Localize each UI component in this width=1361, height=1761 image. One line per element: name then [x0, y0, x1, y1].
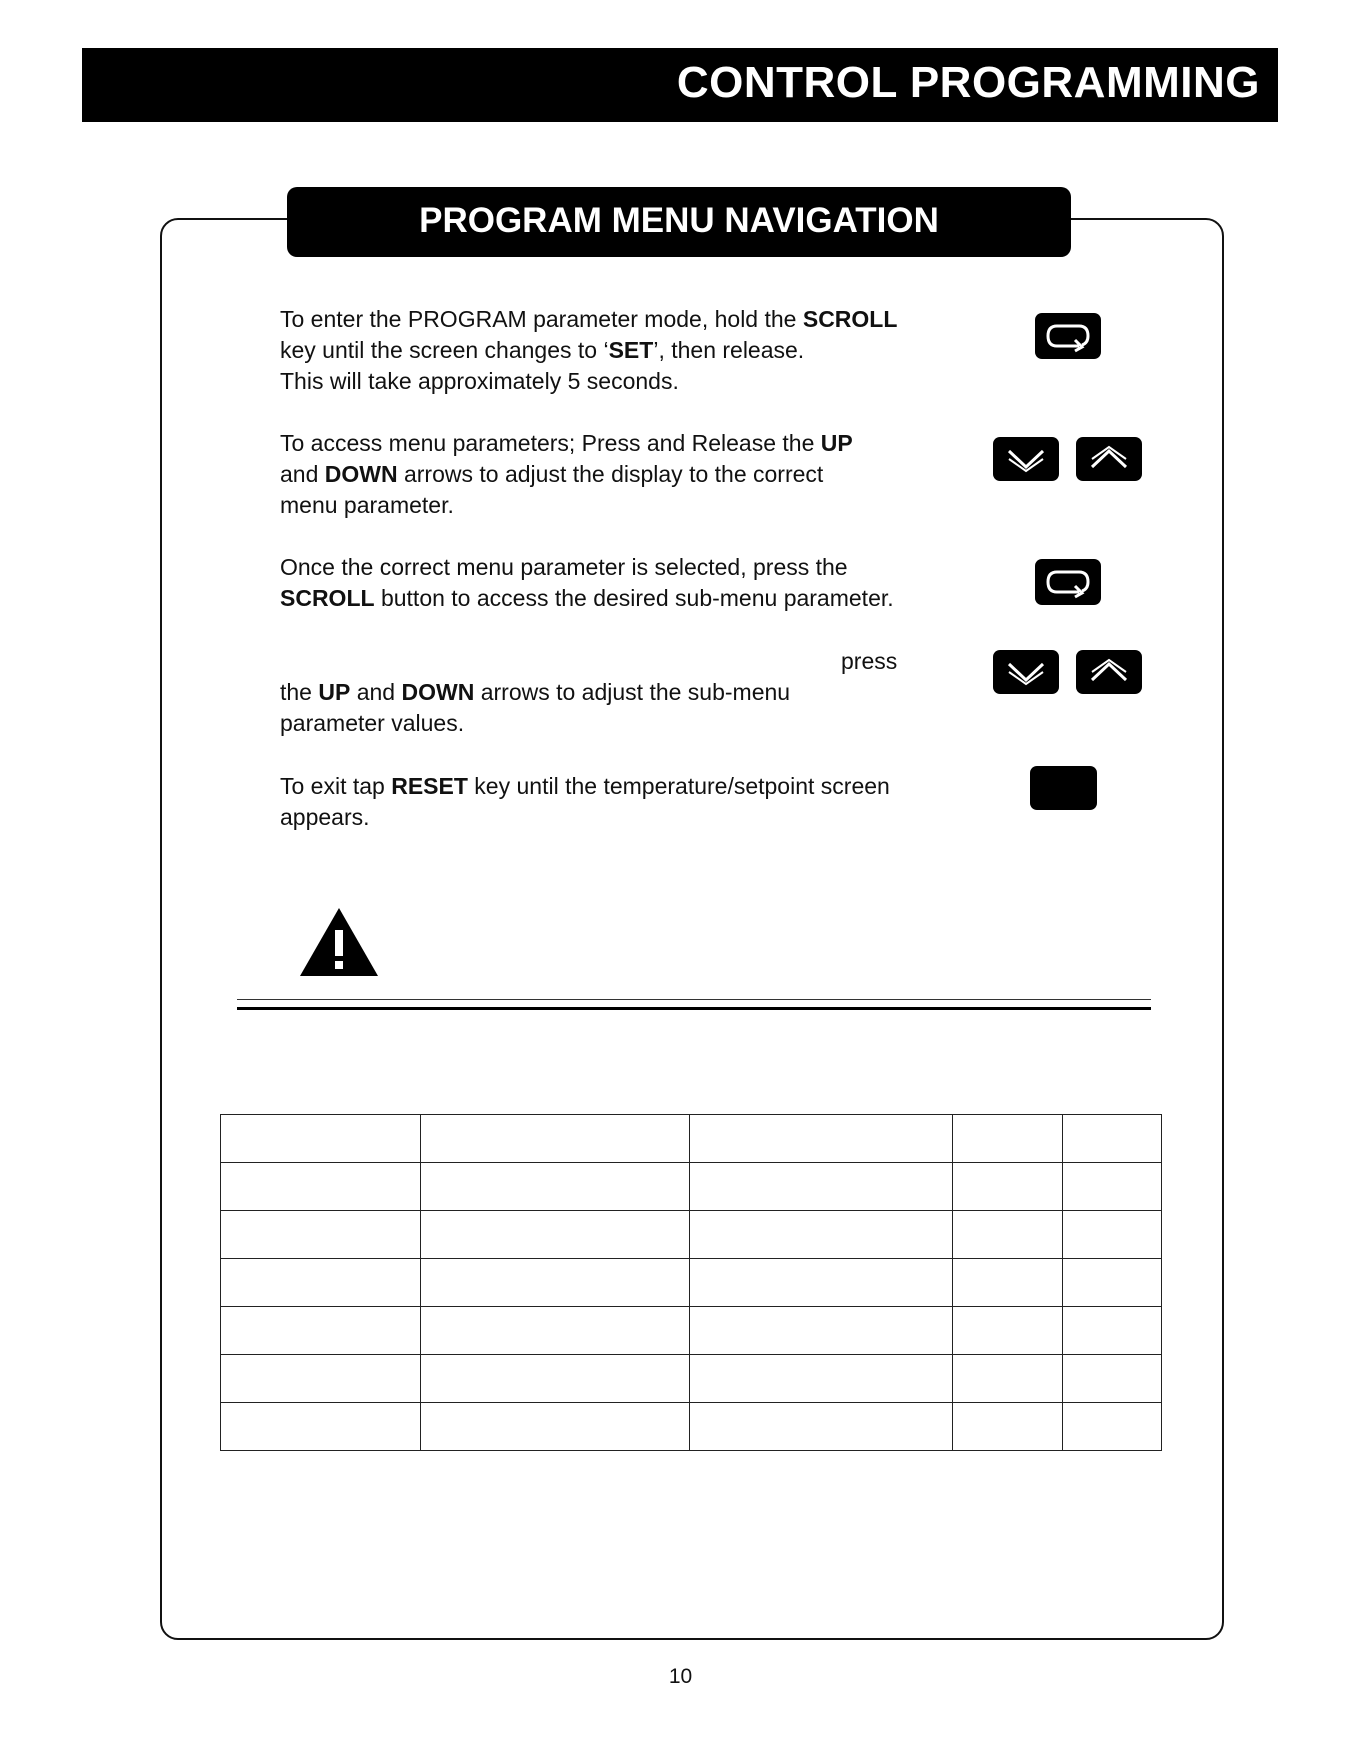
table-cell	[690, 1211, 953, 1259]
table-cell	[1063, 1403, 1162, 1451]
table-cell	[221, 1355, 421, 1403]
instruction-adjust-values: press the UP and DOWN arrows to adjust the sub-menu parameter values.	[280, 648, 898, 736]
panel-title-bar	[287, 187, 1071, 257]
table-cell	[221, 1307, 421, 1355]
table-cell	[221, 1211, 421, 1259]
parameter-table	[220, 1114, 1162, 1451]
scroll-key-icon	[1035, 559, 1101, 605]
table-cell	[421, 1163, 690, 1211]
table-cell	[953, 1403, 1063, 1451]
table-cell	[690, 1307, 953, 1355]
table-cell	[690, 1163, 953, 1211]
table-cell	[953, 1163, 1063, 1211]
table-cell	[221, 1259, 421, 1307]
table-cell	[421, 1115, 690, 1163]
table-cell	[221, 1403, 421, 1451]
table-row	[221, 1259, 1162, 1307]
scroll-key-icon	[1035, 313, 1101, 359]
table-cell	[1063, 1259, 1162, 1307]
instruction-select-submenu: Once the correct menu parameter is selected, press the SCROLL button to access the desired sub-menu parameter.	[280, 554, 894, 611]
instruction-exit: To exit tap RESET key until the temperature/setpoint screen appears.	[280, 773, 890, 830]
reset-key-icon	[1030, 766, 1097, 810]
table-cell	[1063, 1163, 1162, 1211]
table-cell	[953, 1307, 1063, 1355]
instruction-access-menu: To access menu parameters; Press and Release the UP and DOWN arrows to adjust the display to the correct menu parameter.	[280, 430, 853, 518]
table-cell	[221, 1115, 421, 1163]
table-cell	[953, 1355, 1063, 1403]
page-number: 10	[668, 1665, 693, 1688]
down-arrow-key-icon	[993, 437, 1059, 481]
instruction-enter-program: To enter the PROGRAM parameter mode, hold the SCROLL key until the screen changes to ‘SET’, then release. This will take approximately 5 seconds.	[280, 306, 898, 394]
table-cell	[690, 1403, 953, 1451]
divider-thin	[237, 999, 1151, 1000]
table-cell	[421, 1403, 690, 1451]
table-row	[221, 1355, 1162, 1403]
table-row	[221, 1115, 1162, 1163]
table-row	[221, 1403, 1162, 1451]
up-arrow-key-icon	[1076, 650, 1142, 694]
table-cell	[221, 1163, 421, 1211]
table-row	[221, 1307, 1162, 1355]
table-cell	[1063, 1115, 1162, 1163]
panel-title: PROGRAM MENU NAVIGATION	[419, 201, 939, 240]
table-cell	[421, 1307, 690, 1355]
table-cell	[1063, 1355, 1162, 1403]
table-cell	[690, 1259, 953, 1307]
divider-thick	[237, 1007, 1151, 1010]
table-cell	[690, 1115, 953, 1163]
up-arrow-key-icon	[1076, 437, 1142, 481]
warning-triangle-icon	[298, 906, 380, 978]
table-row	[221, 1163, 1162, 1211]
table-cell	[690, 1355, 953, 1403]
table-cell	[1063, 1211, 1162, 1259]
down-arrow-key-icon	[993, 650, 1059, 694]
table-cell	[421, 1355, 690, 1403]
page-title: CONTROL PROGRAMMING	[676, 58, 1260, 107]
table-cell	[953, 1211, 1063, 1259]
table-cell	[1063, 1307, 1162, 1355]
table-cell	[421, 1211, 690, 1259]
table-cell	[421, 1259, 690, 1307]
table-cell	[953, 1259, 1063, 1307]
header-bar	[82, 48, 1278, 122]
table-row	[221, 1211, 1162, 1259]
table-cell	[953, 1115, 1063, 1163]
